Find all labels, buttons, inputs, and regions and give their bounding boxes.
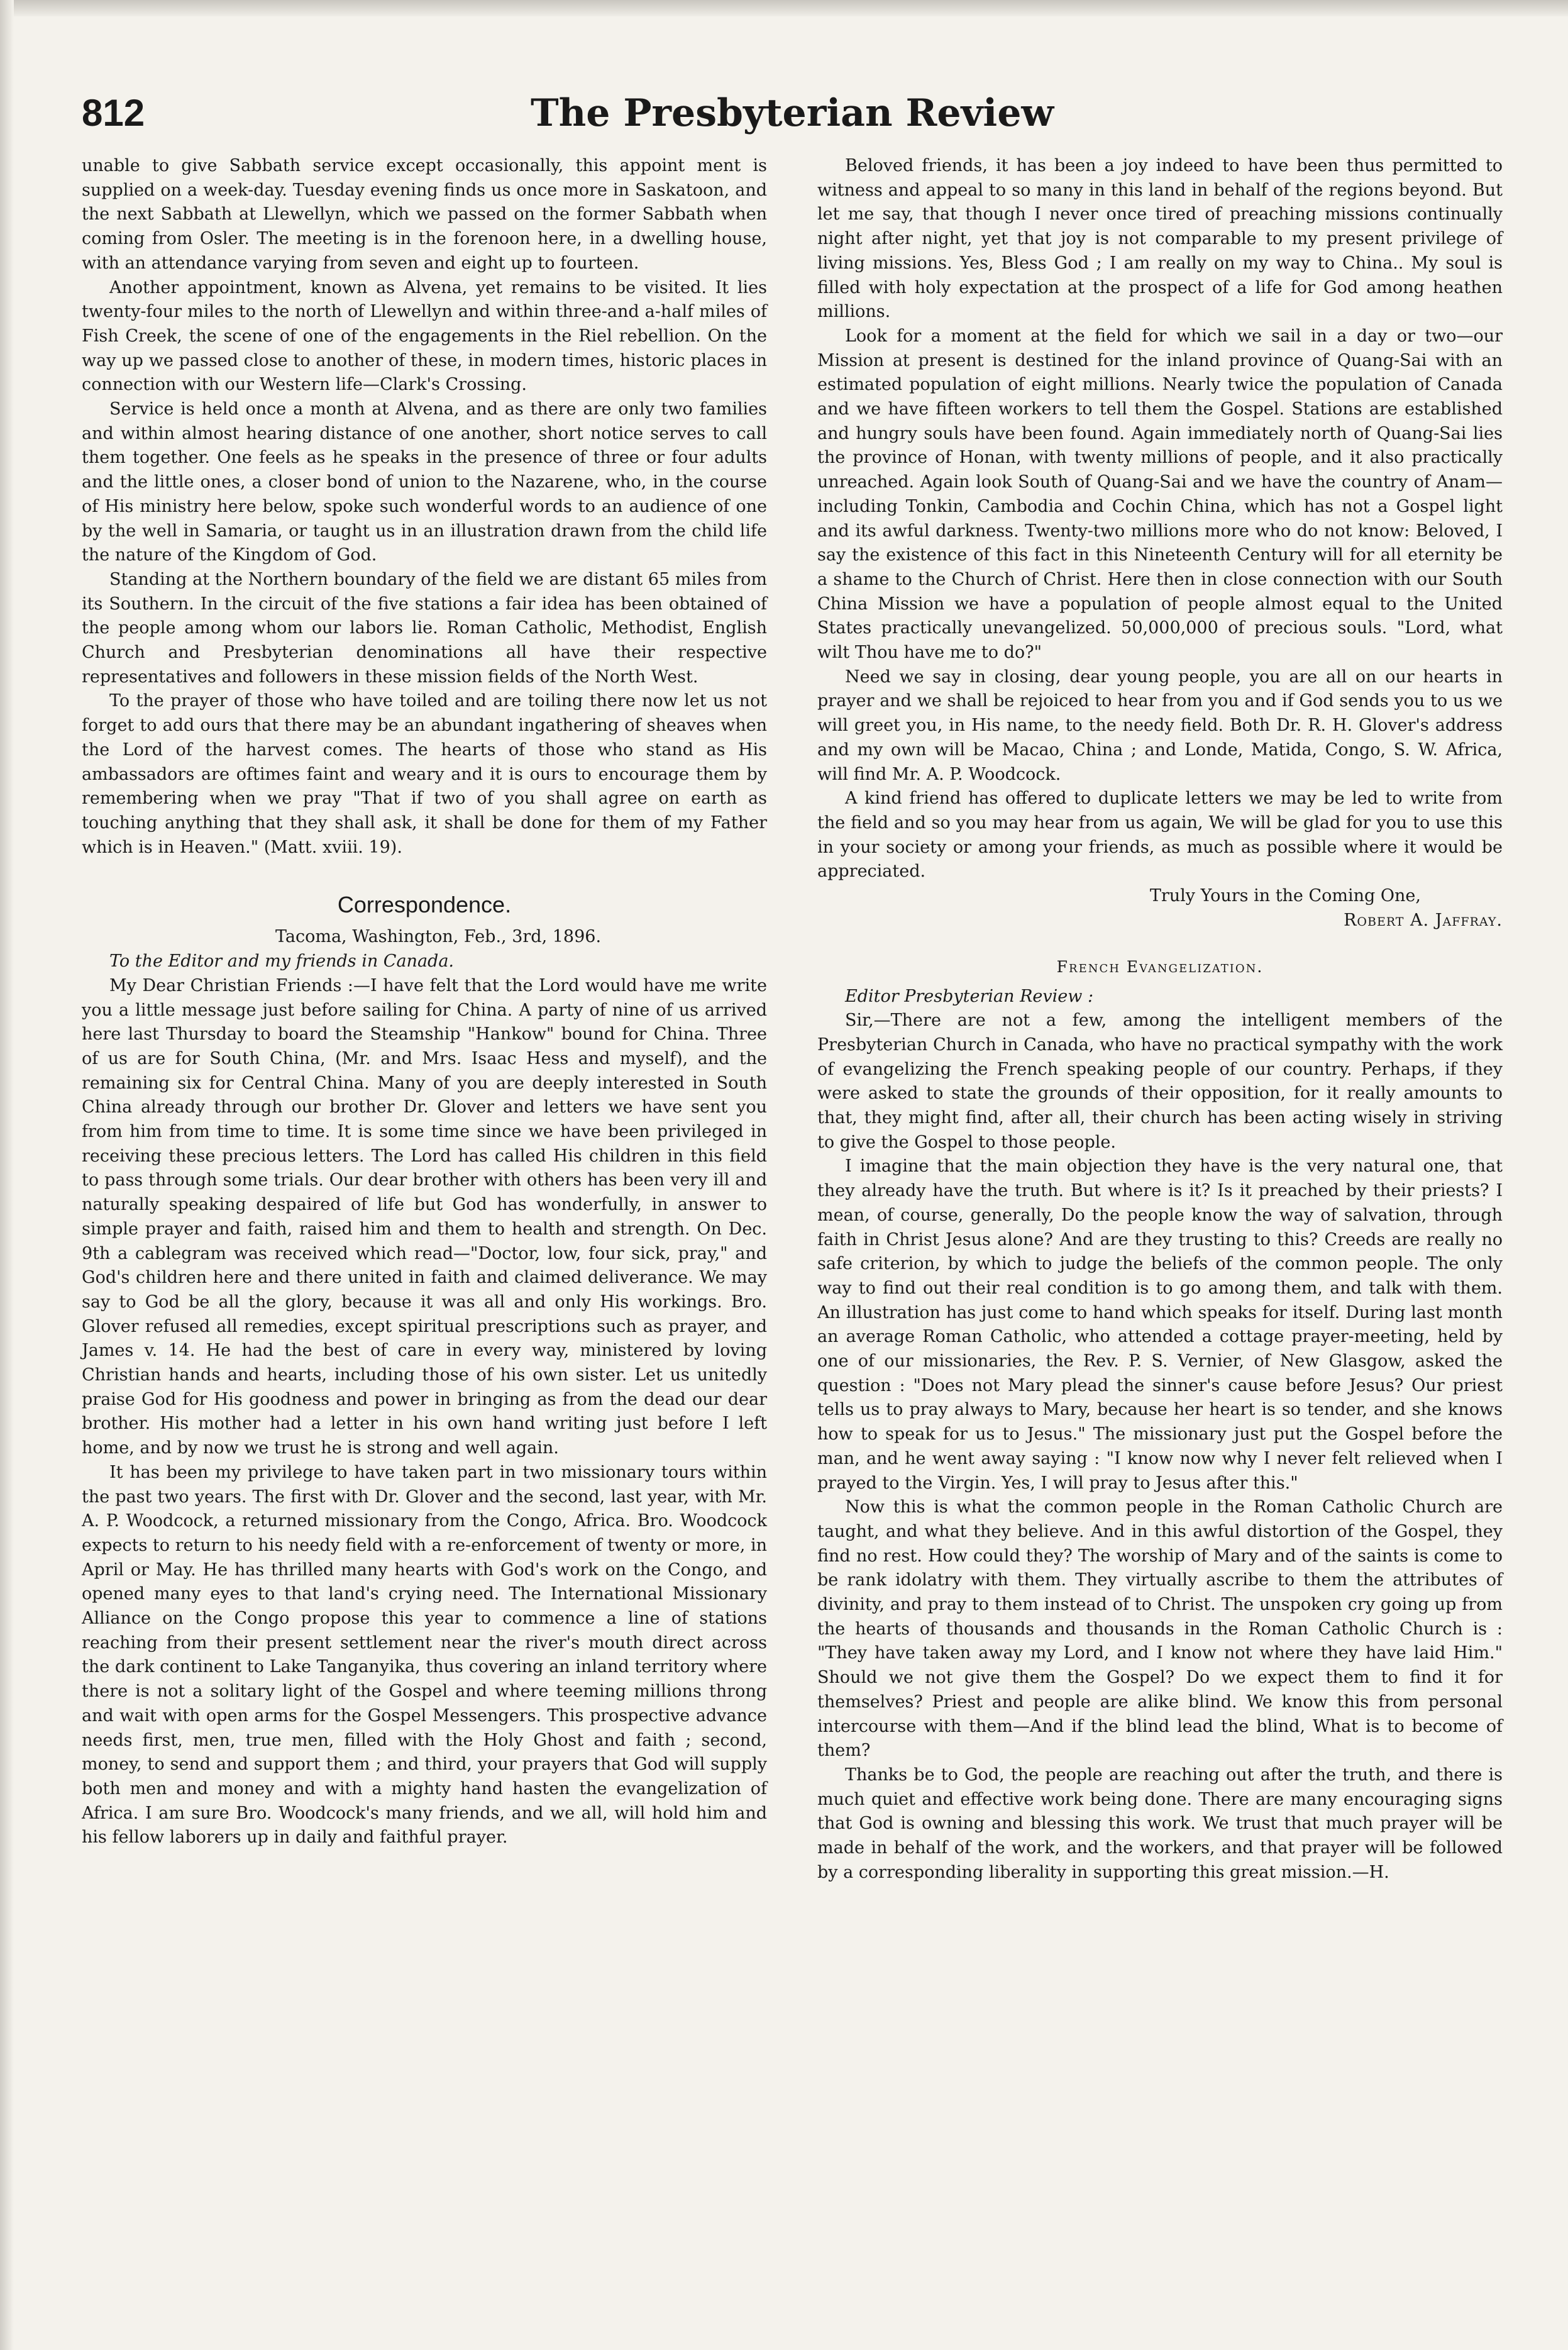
- column-gutter: [782, 157, 783, 2251]
- french-paragraph: Sir,—There are not a few, among the intelligent members of the Presbyterian Church in Canada, who have no practical sympathy with the work of evangelizing the French speaking people of our country. Perhaps, if they were asked to state the grounds of their opposition, for it really amounts to that, they might find, after all, their church has been acting wisely in striving to give the Gospel to those people.: [817, 1011, 1503, 1152]
- letter-dateline: Tacoma, Washington, Feb., 3rd, 1896.: [275, 927, 602, 947]
- letter-paragraph: Beloved friends, it has been a joy indeed to have been thus permitted to witness and appeal to so many in this land in behalf of the regions beyond. But let me say, that though I never once tired of preaching missions continually night after night, yet that joy is not comparable to my present privilege of living missions. Yes, Bless God ; I am really on my way to China.. My soul is filled with holy expectation at the prospect of a life for God among heathen millions.: [817, 156, 1503, 322]
- page-number: 812: [82, 92, 145, 134]
- letter-paragraph: A kind friend has offered to duplicate letters we may be led to write from the field and so you may hear from us again, We will be glad for you to use this in your society or among your friends, as much as possible where it would be appreciated.: [817, 789, 1503, 882]
- french-paragraph: Now this is what the common people in the Roman Catholic Church are taught, and what they believe. And in this awful distortion of the Gospel, they find no rest. How could they? The worship of Mary and of the saints is come to be rank idolatry with them. They virtually ascribe to them the attributes of divinity, and pray to them instead of to Christ. The unspoken cry going up from the hearts of thousands and thousands in the Roman Catholic Church is : "They have taken away my Lord, and I know not where they have laid Him." Should we not give them the Gospel? Do we expect them to find it for themselves? Priest and people are alike blind. We know this from personal intercourse with them—And if the blind lead the blind, What is to become of them?: [817, 1497, 1503, 1761]
- correspondence-heading: Correspondence.: [337, 892, 512, 918]
- article-paragraph: unable to give Sabbath service except occasionally, this appoint ment is supplied on a week-day. Tuesday evening finds us once more in Saskatoon, and the next Sabbath at Llewellyn, which we passed on the former Sabbath when coming from Osler. The meeting is in the forenoon here, in a dwelling house, with an attendance varying from seven and eight up to fourteen.: [82, 156, 767, 273]
- scan-edge-left: [0, 0, 14, 2350]
- article-paragraph: Standing at the Northern boundary of the field we are distant 65 miles from its Southern. In the circuit of the five stations a fair idea has been obtained of the people among whom our labors lie. Roman Catholic, Methodist, English Church and Presbyterian denominations all have their respective representatives and followers in these mission fields of the North West.: [82, 569, 767, 687]
- letter-salutation: To the Editor and my friends in Canada.: [109, 951, 455, 972]
- french-salutation: Editor Presbyterian Review :: [845, 986, 1094, 1006]
- left-column: [82, 154, 767, 1850]
- letter-paragraph: My Dear Christian Friends :—I have felt that the Lord would have me write you a little message just before sailing for China. A party of nine of us arrived here last Thursday to board the Steamship "Hankow" bound for China. Three of us are for South China, (Mr. and Mrs. Isaac Hess and myself), and the remaining six for Central China. Many of you are deeply interested in South China already through our brother Dr. Glover and letters we have sent you from him from time to time. It is some time since we have been privileged in receiving these precious letters. The Lord has called His children in this field to pass through some trials. Our dear brother with others has been very ill and naturally speaking despaired of life but God has wonderfully, in answer to simple prayer and faith, raised him and them to health and strength. On Dec. 9th a cablegram was received which read—"Doctor, low, four sick, pray," and God's children here and there united in faith and claimed deliverance. We may say to God be all the glory, because it was all and only His workings. Bro. Glover refused all remedies, except spiritual prescriptions such as prayer, and James v. 14. He had the best of care in every way, ministered by loving Christian hands and hearts, including those of his own sister. Let us unitedly praise God for His goodness and power in bringing as from the dead our dear brother. His mother had a letter in his own hand writing just before I left home, and by now we trust he is strong and well again.: [82, 975, 767, 1458]
- letter-signature: Robert A. Jaffray.: [1344, 910, 1503, 930]
- french-paragraph: I imagine that the main objection they have is the very natural one, that they already have the truth. But where is it? Is it preached by their priests? I mean, of course, generally, Do the people know the way of salvation, through faith in Christ Jesus alone? And are they trusting to this? Creeds are really no safe criterion, by which to judge the beliefs of the common people. The only way to find out their real condition is to go among them, and talk with them. An illustration has just come to hand which speaks for itself. During last month an average Roman Catholic, who attended a cottage prayer-meeting, held by one of our missionaries, the Rev. P. S. Vernier, of New Glasgow, asked the question : "Does not Mary plead the sinner's cause before Jesus? Our priest tells us to pray always to Mary, because her heart is so tender, and she knows how to speak for us to Jesus." The missionary just put the Gospel before the man, and he went away saying : "I know now why I never felt relieved when I prayed to the Virgin. Yes, I will pray to Jesus after this.": [817, 1156, 1503, 1493]
- letter-paragraph: Look for a moment at the field for which we sail in a day or two—our Mission at present is destined for the inland province of Quang-Sai with an estimated population of eight millions. Nearly twice the population of Canada and we have fifteen workers to tell them the Gospel. Stations are established and hungry souls have been found. Again immediately north of Quang-Sai lies the province of Honan, with twenty millions of people, and it also practically unreached. Again look South of Quang-Sai and we have the country of Anam—including Tonkin, Cambodia and Cochin China, which has not a Gospel light and its awful darkness. Twenty-two millions more who do not know: Beloved, I say the existence of this fact in this Nineteenth Century will for all eternity be a shame to the Church of Christ. Here then in close connection with our South China Mission we have a population of people almost equal to the United States practically unevangelized. 50,000,000 of precious souls. "Lord, what wilt Thou have me to do?": [817, 326, 1503, 663]
- letter-closing: Truly Yours in the Coming One,: [1149, 886, 1421, 906]
- right-column: [817, 154, 1503, 1885]
- letter-paragraph: It has been my privilege to have taken part in two missionary tours within the past two years. The first with Dr. Glover and the second, last year, with Mr. A. P. Woodcock, a returned missionary from the Congo, Africa. Bro. Woodcock expects to return to his needy field with a re-enforcement of twenty or more, in April or May. He has thrilled many hearts with God's work on the Congo, and opened many eyes to that land's crying need. The International Missionary Alliance on the Congo propose this year to commence a line of stations reaching from their present settlement near the river's mouth direct across the dark continent to Lake Tanganyika, thus covering an inland territory where there is not a solitary light of the Gospel and where teeming millions throng and wait with open arms for the Gospel Messengers. This prospective advance needs first, men, true men, filled with the Holy Ghost and faith ; second, money, to send and support them ; and third, your prayers that God will supply both men and money and with a mighty hand hasten the evangelization of Africa. I am sure Bro. Woodcock's many friends, and we all, will hold him and his fellow laborers up in daily and faithful prayer.: [82, 1462, 767, 1848]
- article-paragraph: To the prayer of those who have toiled and are toiling there now let us not forget to add ours that there may be an abundant ingathering of sheaves when the Lord of the harvest comes. The hearts of those who stand as His ambassadors are oftimes faint and weary and it is ours to encourage them by remembering when we pray "That if two of you shall agree on earth as touching anything that they shall ask, it shall be done for them of my Father which is in Heaven." (Matt. xviii. 19).: [82, 691, 767, 857]
- article-paragraph: Another appointment, known as Alvena, yet remains to be visited. It lies twenty-four miles to the north of Llewellyn and within three-and a-half miles of Fish Creek, the scene of one of the engagements in the Riel rebellion. On the way up we passed close to another of these, in modern times, historic places in connection with our Western life—Clark's Crossing.: [82, 277, 767, 395]
- letter-paragraph: Need we say in closing, dear young people, you are all on our hearts in prayer and we shall be rejoiced to hear from you and if God sends you to us we will greet you, in His name, to the needy field. Both Dr. R. H. Glover's address and my own will be Macao, China ; and Londe, Matida, Congo, S. W. Africa, will find Mr. A. P. Woodcock.: [817, 667, 1503, 784]
- scan-edge-top: [0, 0, 1568, 16]
- french-evangelization-heading: French Evangelization.: [1056, 957, 1264, 976]
- french-paragraph: Thanks be to God, the people are reaching out after the truth, and there is much quiet and effective work being done. There are many encouraging signs that God is owning and blessing this work. We trust that much prayer will be made in behalf of the work, and the workers, and that prayer will be followed by a corresponding liberality in supporting this great mission.—H.: [817, 1765, 1503, 1882]
- article-paragraph: Service is held once a month at Alvena, and as there are only two families and within almost hearing distance of one another, short notice serves to call them together. One feels as he speaks in the presence of three or four adults and the little ones, a closer bond of union to the Nazarene, who, in the course of His ministry here below, spoke such wonderful words to an audience of one by the well in Samaria, or taught us in an illustration drawn from the child life the nature of the Kingdom of God.: [82, 399, 767, 565]
- page-header: [82, 88, 1503, 145]
- journal-title: The Presbyterian Review: [530, 91, 1054, 135]
